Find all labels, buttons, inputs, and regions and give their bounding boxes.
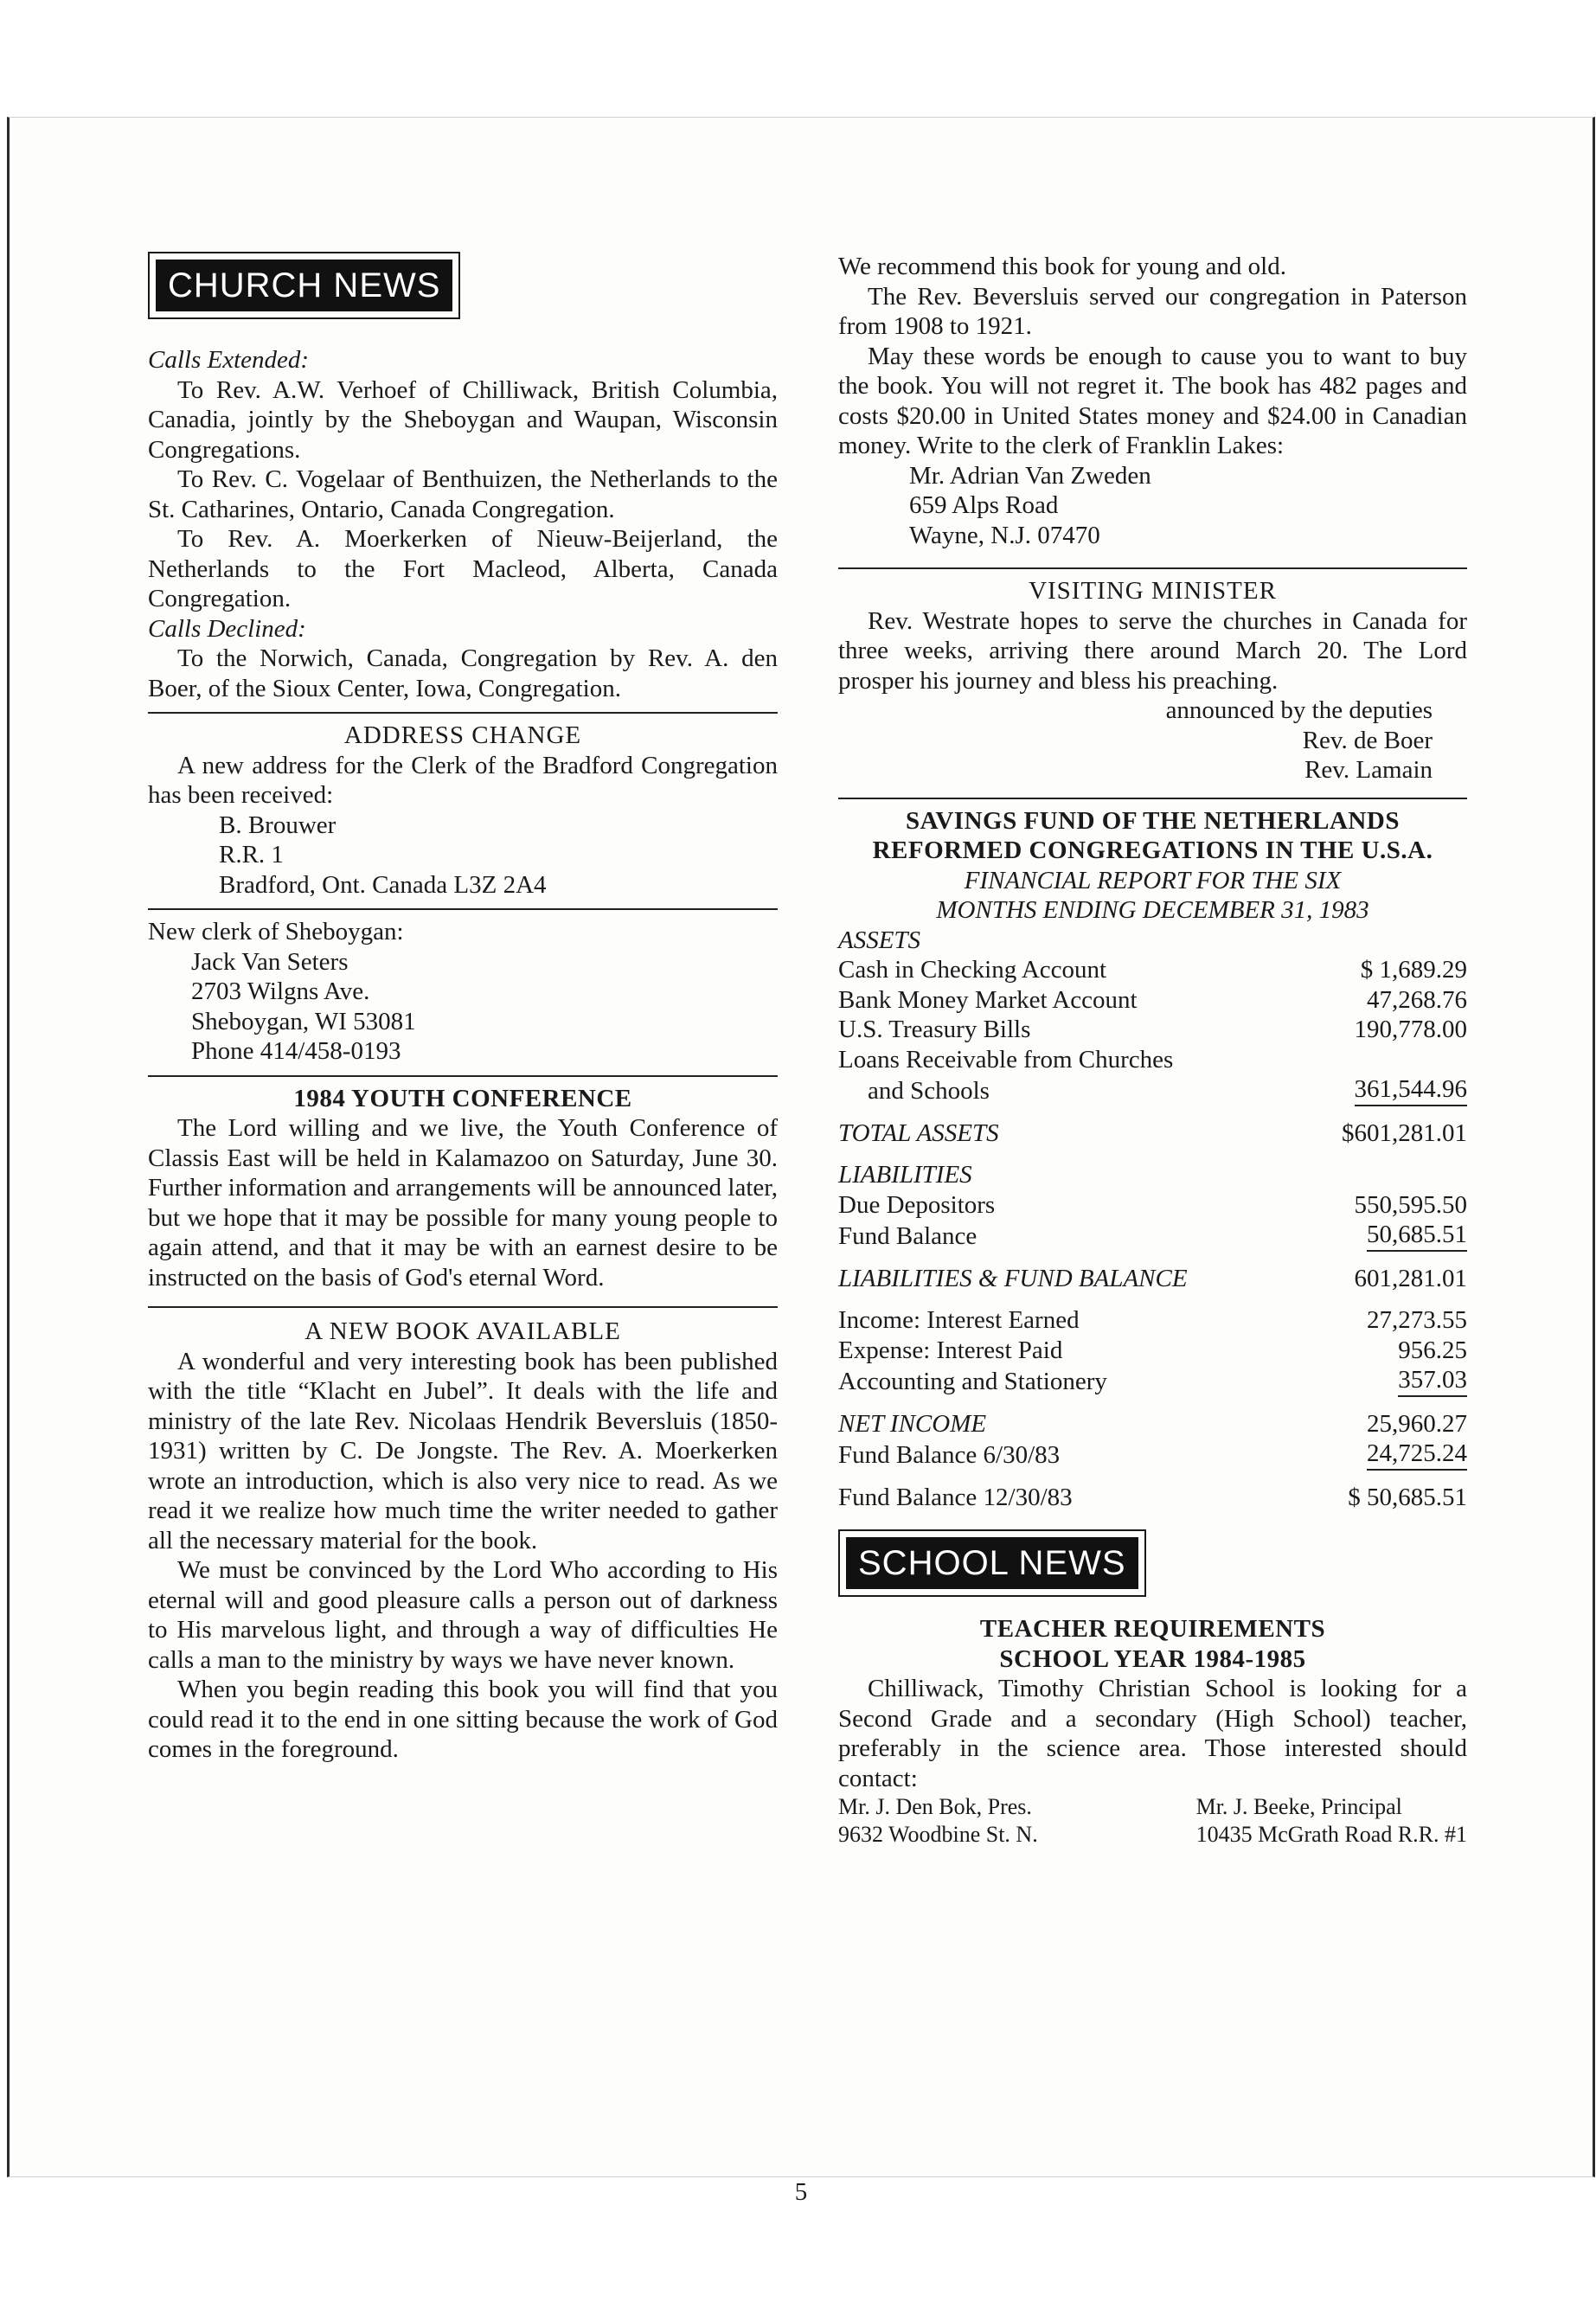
- savings-fund-title: SAVINGS FUND OF THE NETHERLANDS: [906, 806, 1400, 835]
- contact-line: 9632 Woodbine St. N.: [838, 1822, 1038, 1847]
- contact-president: [838, 1793, 1038, 1849]
- call-extended-item: To Rev. A.W. Verhoef of Chilliwack, British Columbia, Canadia, jointly by the Sheboygan and Waupan, Wisconsin Congregations.: [148, 375, 778, 464]
- new-book-paragraph: When you begin reading this book you will find that you could read it to the end in one sitting because the work of God comes in the foreground.: [148, 1676, 778, 1763]
- liability-amount: 550,595.50: [1354, 1190, 1467, 1219]
- teacher-requirements-body: Chilliwack, Timothy Christian School is looking for a Second Grade and a secondary (High School) teacher, preferably in the science area. Those interested should contact:: [838, 1675, 1467, 1792]
- loans-label: Loans Receivable from Churches: [838, 1045, 1174, 1074]
- income-label: Income: Interest Earned: [838, 1306, 1080, 1334]
- new-book-title: A NEW BOOK AVAILABLE: [304, 1317, 621, 1345]
- clerk-address-line: Phone 414/458-0193: [191, 1037, 401, 1065]
- fund-end-label: Fund Balance 12/30/83: [838, 1483, 1073, 1511]
- fund-end-amount: $ 50,685.51: [1348, 1483, 1467, 1511]
- liability-label: Fund Balance: [838, 1222, 977, 1250]
- book-continued-paragraph: We recommend this book for young and old.: [838, 253, 1286, 280]
- contact-principal: [1196, 1793, 1467, 1849]
- asset-label: U.S. Treasury Bills: [838, 1016, 1031, 1043]
- liability-amount: 50,685.51: [1367, 1220, 1467, 1252]
- new-clerk-intro: New clerk of Sheboygan:: [148, 918, 404, 945]
- left-column: [148, 252, 778, 1765]
- net-income-row: [838, 1409, 1467, 1439]
- liabilities-fund-row: [838, 1264, 1467, 1294]
- section-divider: [838, 798, 1467, 799]
- asset-amount: 190,778.00: [1354, 1016, 1467, 1043]
- expense-row: [838, 1336, 1467, 1366]
- youth-conference-body: The Lord willing and we live, the Youth Conference of Classis East will be held in Kalamazoo on Saturday, June 30. Further information and arrangements will be announced later, but we hope that it may be possible for many young people to again attend, and that it may be with an earnest desire to be instructed on the basis of God's eternal Word.: [148, 1114, 778, 1292]
- clerk-address-line: 2703 Wilgns Ave.: [191, 977, 370, 1005]
- financial-report: [838, 806, 1467, 1513]
- visiting-minister-title: VISITING MINISTER: [1029, 577, 1277, 605]
- calls-declined-label: Calls Declined:: [148, 614, 306, 643]
- signature-line: announced by the deputies: [1165, 696, 1433, 724]
- liabilities-fund-amount: 601,281.01: [1354, 1264, 1467, 1292]
- fund-start-amount: 24,725.24: [1367, 1439, 1467, 1471]
- signature-line: Rev. de Boer: [1302, 726, 1433, 754]
- fund-start-label: Fund Balance 6/30/83: [838, 1441, 1061, 1469]
- section-divider: [148, 712, 778, 714]
- loans-amount: 361,544.96: [1355, 1074, 1468, 1106]
- clerk-address-line: Sheboygan, WI 53081: [191, 1007, 416, 1035]
- school-news-title: SCHOOL NEWS: [846, 1537, 1138, 1589]
- asset-label: Bank Money Market Account: [838, 985, 1138, 1014]
- right-column: [838, 252, 1467, 1849]
- total-assets-label: TOTAL ASSETS: [838, 1118, 999, 1147]
- book-continued-paragraph: May these words be enough to cause you to want to buy the book. You will not regret it. The book has 482 pages and costs $20.00 in United States money and $24.00 in Canadian money. Write to the clerk of Franklin Lakes:: [838, 342, 1467, 459]
- call-declined-item: To the Norwich, Canada, Congregation by Rev. A. den Boer, of the Sioux Center, Iowa, Congregation.: [148, 644, 778, 702]
- signature-line: Rev. Lamain: [1304, 756, 1433, 784]
- liability-label: Due Depositors: [838, 1190, 996, 1219]
- accounting-label: Accounting and Stationery: [838, 1368, 1107, 1395]
- section-divider: [838, 567, 1467, 569]
- fund-end-row: [838, 1483, 1467, 1513]
- church-news-banner: [148, 252, 460, 319]
- loans-label-continued: and Schools: [868, 1077, 990, 1105]
- call-extended-item: To Rev. A. Moerkerken of Nieuw-Beijerland, the Netherlands to the Fort Macleod, Alberta, Canada Congregation.: [148, 525, 778, 612]
- address-change-title: ADDRESS CHANGE: [343, 721, 582, 749]
- total-assets-amount: $601,281.01: [1342, 1118, 1467, 1147]
- net-income-label: NET INCOME: [838, 1409, 987, 1438]
- school-contacts: [838, 1793, 1467, 1849]
- income-row: [838, 1305, 1467, 1336]
- book-order-address-line: Mr. Adrian Van Zweden: [909, 461, 1151, 490]
- liability-row: [838, 1190, 1467, 1221]
- visiting-minister-body: Rev. Westrate hopes to serve the churches in Canada for three weeks, arriving there around March 20. The Lord prosper his journey and bless his preaching.: [838, 606, 1467, 695]
- liabilities-label: LIABILITIES: [838, 1161, 972, 1189]
- total-assets-row: [838, 1118, 1467, 1149]
- asset-amount: $ 1,689.29: [1360, 956, 1467, 984]
- section-divider: [148, 1075, 778, 1077]
- income-amount: 27,273.55: [1367, 1306, 1467, 1334]
- savings-fund-title: REFORMED CONGREGATIONS IN THE U.S.A.: [872, 836, 1433, 864]
- liability-row: [838, 1220, 1467, 1252]
- report-subtitle: FINANCIAL REPORT FOR THE SIX: [964, 866, 1342, 894]
- contact-line: Mr. J. Beeke, Principal: [1195, 1794, 1402, 1819]
- address-change-intro: A new address for the Clerk of the Bradford Congregation has been received:: [148, 751, 778, 809]
- clerk-address-line: Jack Van Seters: [191, 947, 349, 976]
- teacher-requirements-title: TEACHER REQUIREMENTS: [979, 1615, 1326, 1643]
- contact-line: 10435 McGrath Road R.R. #1: [1195, 1822, 1467, 1847]
- expense-amount: 956.25: [1398, 1336, 1467, 1364]
- call-extended-item: To Rev. C. Vogelaar of Benthuizen, the Netherlands to the St. Catharines, Ontario, Canada Congregation.: [148, 465, 778, 523]
- asset-row: [838, 955, 1467, 985]
- contact-line: Mr. J. Den Bok, Pres.: [838, 1794, 1032, 1819]
- newsletter-page: [7, 117, 1595, 2206]
- address-line: Bradford, Ont. Canada L3Z 2A4: [219, 870, 547, 899]
- expense-row: [838, 1365, 1467, 1397]
- page-number: 5: [794, 2178, 808, 2206]
- liabilities-fund-label: LIABILITIES & FUND BALANCE: [838, 1264, 1188, 1292]
- asset-row: [838, 985, 1467, 1016]
- net-income-amount: 25,960.27: [1367, 1409, 1467, 1438]
- report-subtitle: MONTHS ENDING DECEMBER 31, 1983: [936, 896, 1369, 924]
- book-order-address-line: Wayne, N.J. 07470: [909, 521, 1100, 549]
- book-order-address-line: 659 Alps Road: [909, 491, 1059, 519]
- assets-label: ASSETS: [838, 926, 921, 954]
- address-line: R.R. 1: [219, 841, 284, 868]
- new-book-paragraph: A wonderful and very interesting book has been published with the title “Klacht en Jubel”. It deals with the life and ministry of the late Rev. Nicolaas Hendrik Beversluis (1850-1931) written by C. De Jongste. The Rev. A. Moerkerken wrote an introduction, which is also very nice to read. As we read it we realize how much time the writer needed to gather all the necessary material for the book.: [148, 1347, 778, 1554]
- teacher-requirements-title: SCHOOL YEAR 1984-1985: [999, 1644, 1306, 1673]
- new-book-paragraph: We must be convinced by the Lord Who according to His eternal will and good pleasure calls a person out of darkness to His marvelous light, and through a way of difficulties He calls a man to the ministry by ways we have never known.: [148, 1556, 778, 1674]
- asset-row: [838, 1074, 1467, 1106]
- accounting-amount: 357.03: [1398, 1365, 1467, 1397]
- asset-amount: 47,268.76: [1367, 985, 1467, 1014]
- church-news-title: CHURCH NEWS: [156, 260, 452, 311]
- asset-label: Cash in Checking Account: [838, 956, 1107, 984]
- youth-conference-title: 1984 YOUTH CONFERENCE: [293, 1084, 632, 1112]
- expense-label: Expense: Interest Paid: [838, 1336, 1063, 1364]
- asset-row: [838, 1015, 1467, 1045]
- address-line: B. Brouwer: [219, 811, 337, 839]
- fund-start-row: [838, 1439, 1467, 1471]
- section-divider: [148, 908, 778, 910]
- section-divider: [148, 1306, 778, 1308]
- calls-extended-label: Calls Extended:: [148, 346, 310, 374]
- book-continued-paragraph: The Rev. Beversluis served our congregation in Paterson from 1908 to 1921.: [838, 282, 1467, 340]
- school-news-banner: [838, 1529, 1146, 1597]
